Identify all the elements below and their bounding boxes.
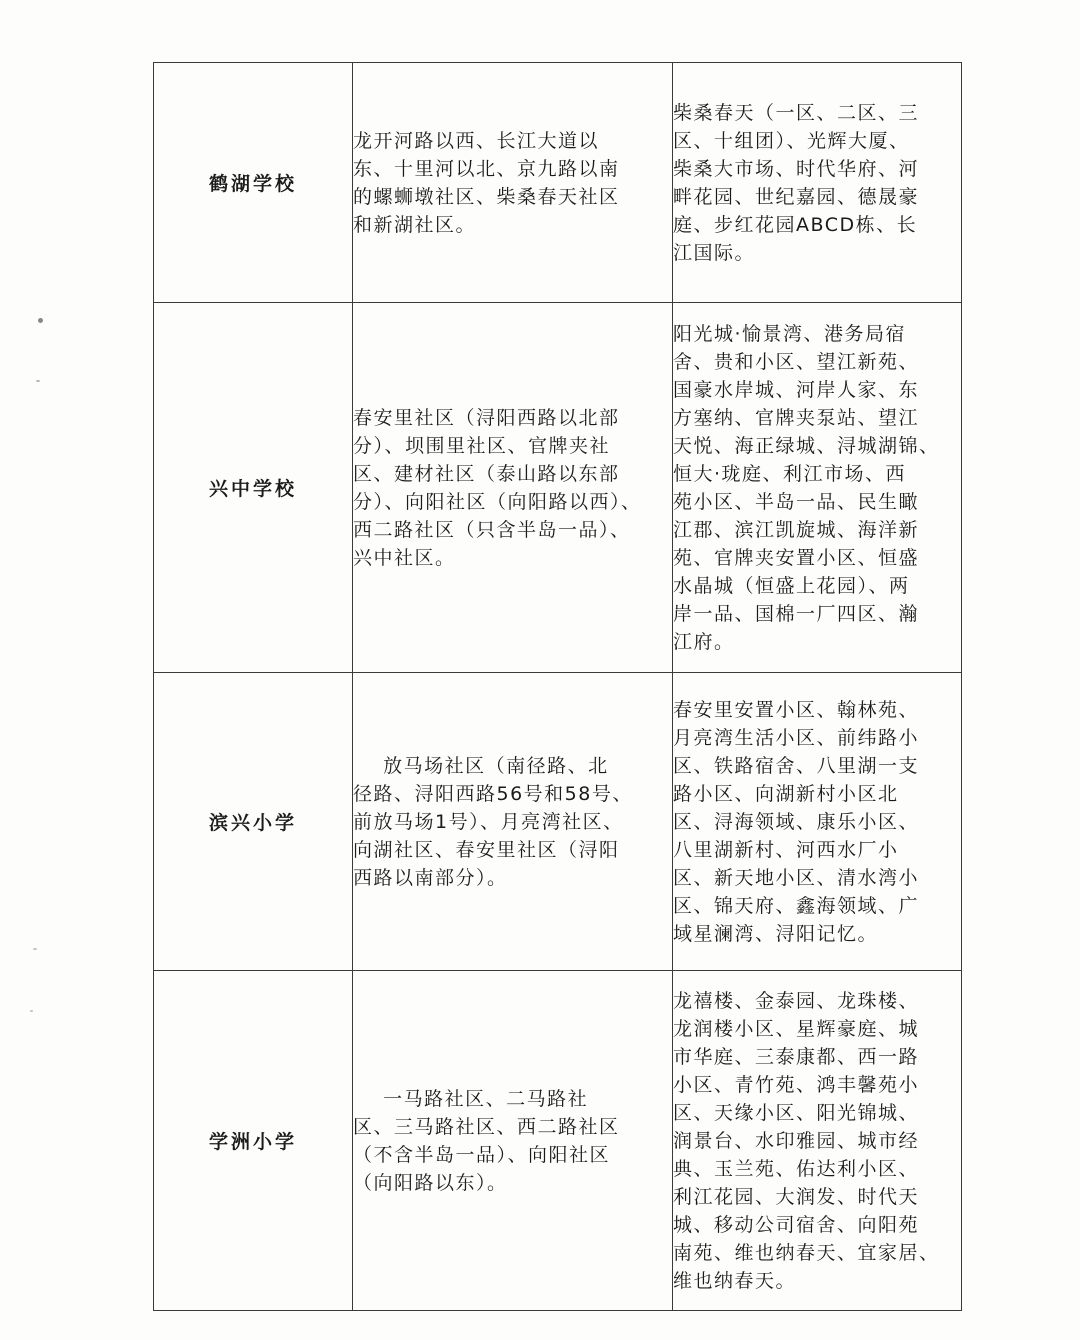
community-text: 一马路社区、二马路社 区、三马路社区、西二路社区 （不含半岛一品）、向阳社区 （向阳路以东）。 [353,1087,620,1194]
school-name: 鹤湖学校 [208,173,297,195]
school-name: 兴中学校 [208,478,297,500]
school-name-cell [154,971,353,1311]
school-zone-table [153,62,962,1311]
scan-speck [36,380,40,382]
school-name-cell [154,63,353,303]
community-cell [353,971,673,1311]
table-row [154,303,962,673]
scan-speck [30,1010,33,1012]
scan-speck [38,318,43,323]
estate-cell [673,63,962,303]
school-name: 学洲小学 [208,1131,297,1153]
estate-cell [673,303,962,673]
community-text: 龙开河路以西、长江大道以 东、十里河以北、京九路以南 的螺蛳墩社区、柴桑春天社区 和新湖社区。 [353,129,620,236]
estate-text: 柴桑春天（一区、二区、三 区、十组团）、光辉大厦、 柴桑大市场、时代华府、河 畔花园、世纪嘉园、德晟豪 庭、步红花园ABCD栋、长 江国际。 [673,101,920,264]
community-cell [353,673,673,971]
school-name-cell [154,673,353,971]
table-row [154,971,962,1311]
table-row [154,673,962,971]
community-text: 放马场社区（南径路、北 径路、浔阳西路56号和58号、 前放马场1号）、月亮湾社区、 向湖社区、春安里社区（浔阳 西路以南部分）。 [353,754,633,889]
community-cell [353,303,673,673]
school-name-cell [154,303,353,673]
scan-speck [33,948,37,950]
estate-text: 龙禧楼、金泰园、龙珠楼、 龙润楼小区、星辉豪庭、城 市华庭、三泰康都、西一路 小区、青竹苑、鸿丰馨苑小 区、天缘小区、阳光锦城、 润景台、水印雅园、城市经 典、玉兰苑、佑达利小区、 利江花园、大润发、时代天 城、移动公司宿舍、向阳苑 南苑、维也纳春天、宜家居、 维也纳春天。 [673,989,940,1292]
estate-text: 阳光城·愉景湾、港务局宿 舍、贵和小区、望江新苑、 国豪水岸城、河岸人家、东 方塞纳、官牌夹泵站、望江 天悦、海正绿城、浔城湖锦、 恒大·珑庭、利江市场、西 苑小区、半岛一品、民生瞰 江郡、滨江凯旋城、海洋新 苑、官牌夹安置小区、恒盛 水晶城（恒盛上花园）、两 岸一品、国棉一厂四区、瀚 江府。 [673,322,940,653]
school-name: 滨兴小学 [208,812,297,834]
table-row [154,63,962,303]
estate-cell [673,673,962,971]
estate-cell [673,971,962,1311]
community-cell [353,63,673,303]
community-text: 春安里社区（浔阳西路以北部 分）、坝围里社区、官牌夹社 区、建材社区（泰山路以东部 分）、向阳社区（向阳路以西）、 西二路社区（只含半岛一品）、 兴中社区。 [353,406,642,569]
estate-text: 春安里安置小区、翰林苑、 月亮湾生活小区、前纬路小 区、铁路宿舍、八里湖一支 路小区、向湖新村小区北 区、浔海领域、康乐小区、 八里湖新村、河西水厂小 区、新天地小区、清水湾小 区、锦天府、鑫海领域、广 域星澜湾、浔阳记忆。 [673,698,920,945]
